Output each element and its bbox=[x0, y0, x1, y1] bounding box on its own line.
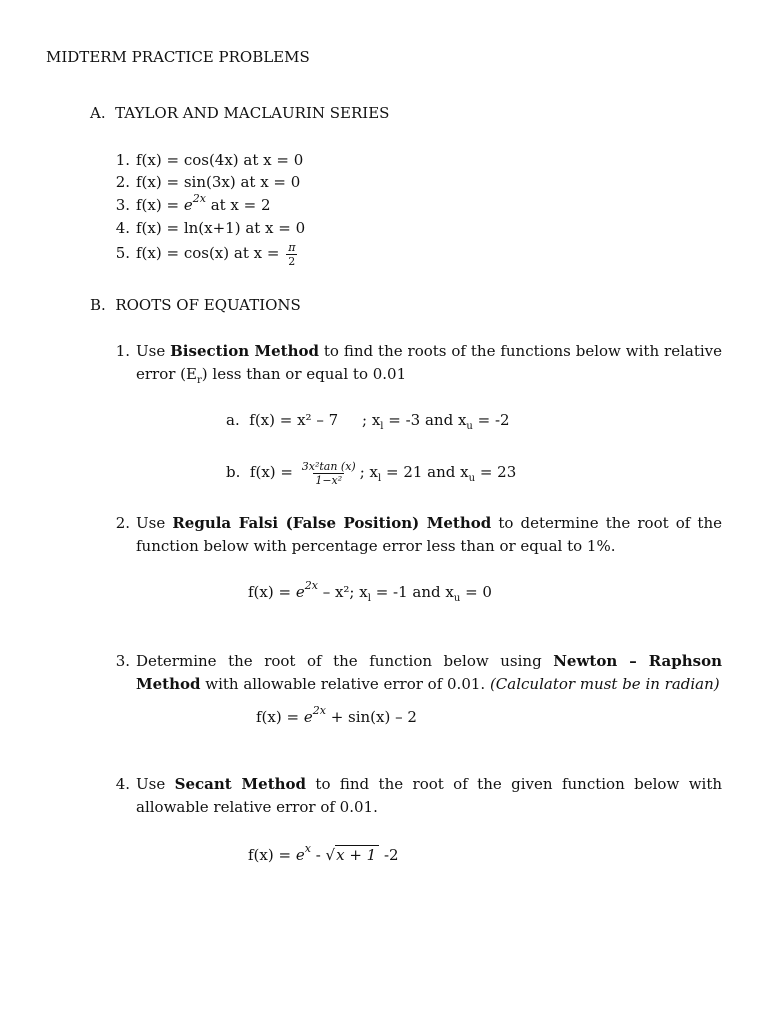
item-number: 5. bbox=[115, 244, 130, 262]
problem-number: 3. bbox=[115, 652, 130, 670]
problem-2-text bbox=[136, 512, 722, 558]
subscript: u bbox=[466, 421, 473, 432]
section-a-title: TAYLOR AND MACLAURIN SERIES bbox=[115, 104, 390, 122]
method-name: Regula Falsi (False Position) Method bbox=[172, 514, 492, 532]
exponent: 2x bbox=[192, 192, 206, 205]
text: = 0 bbox=[460, 583, 492, 601]
text: Use bbox=[136, 514, 173, 532]
section-b-title: ROOTS OF EQUATIONS bbox=[115, 296, 301, 314]
list-item bbox=[108, 238, 299, 268]
item-text: f(x) = sin(3x) at x = 0 bbox=[136, 173, 301, 191]
item-number: 4. bbox=[115, 219, 130, 237]
subscript: l bbox=[367, 593, 371, 604]
text: = -1 and x bbox=[370, 583, 454, 601]
item-text-pre: f(x) = bbox=[136, 196, 184, 214]
text: with allowable relative error of 0.01. bbox=[200, 675, 490, 693]
fraction bbox=[300, 460, 358, 487]
equation-3 bbox=[256, 704, 417, 727]
page-title: MIDTERM PRACTICE PROBLEMS bbox=[46, 48, 310, 66]
interval-a bbox=[362, 410, 510, 430]
section-a-heading bbox=[90, 103, 389, 123]
fraction-numerator: 3x²tan (x) bbox=[301, 459, 356, 473]
method-name: Bisection Method bbox=[170, 342, 319, 360]
exp-base: e bbox=[295, 846, 305, 864]
text: = -3 and x bbox=[383, 411, 467, 429]
section-b-heading bbox=[90, 295, 301, 315]
item-number: 2. bbox=[115, 173, 130, 191]
problem-number: 2. bbox=[115, 514, 130, 532]
section-a-letter: A. bbox=[90, 104, 106, 122]
list-item bbox=[108, 150, 303, 170]
subscript: l bbox=[380, 421, 384, 432]
text: = 21 and x bbox=[381, 463, 469, 481]
text: + sin(x) – 2 bbox=[325, 708, 417, 726]
equation-2 bbox=[248, 579, 492, 604]
fraction bbox=[286, 241, 297, 268]
equation: f(x) = bbox=[249, 463, 293, 481]
problem-number: 1. bbox=[115, 342, 130, 360]
text: ; x bbox=[359, 463, 379, 481]
exp-base: e bbox=[303, 708, 313, 726]
method-name: Secant Method bbox=[174, 775, 307, 793]
exponent: 2x bbox=[312, 704, 326, 717]
problem-1-text bbox=[136, 340, 722, 386]
text: ) less than or equal to 0.01 bbox=[201, 365, 407, 383]
text: -2 bbox=[379, 846, 399, 864]
text: Determine the root of the function below using bbox=[136, 652, 554, 670]
subscript: u bbox=[468, 473, 476, 484]
text: to find the root of the given function below with allowable relative error of 0.01. bbox=[136, 775, 723, 816]
fraction-numerator: π bbox=[288, 240, 296, 254]
subscript: u bbox=[453, 593, 461, 604]
section-b-letter: B. bbox=[90, 296, 106, 314]
text: – x²; x bbox=[317, 583, 368, 601]
text: to determine the root of the function below with percentage error less than or equal to 1%. bbox=[136, 514, 722, 555]
text: = -2 bbox=[472, 411, 510, 429]
radicand: x + 1 bbox=[335, 845, 379, 864]
note: (Calculator must be in radian) bbox=[489, 675, 720, 693]
sub-label: b. bbox=[226, 463, 241, 481]
list-item bbox=[108, 172, 300, 192]
sub-item-b bbox=[226, 454, 516, 490]
text: Use bbox=[136, 775, 175, 793]
subscript: l bbox=[378, 473, 382, 484]
text: f(x) = bbox=[248, 846, 296, 864]
item-text: f(x) = cos(4x) at x = 0 bbox=[136, 151, 304, 169]
text: to find the roots of the functions below with relative error (E bbox=[136, 342, 722, 383]
method-name: Newton – Raphson Method bbox=[136, 652, 722, 693]
exponent: 2x bbox=[304, 579, 318, 592]
text: - √ bbox=[310, 846, 336, 864]
list-item bbox=[108, 218, 305, 238]
sub-label: a. bbox=[226, 411, 240, 429]
text: Use bbox=[136, 342, 171, 360]
fraction-denominator: 2 bbox=[288, 254, 296, 268]
exp-base: e bbox=[295, 583, 305, 601]
item-number: 1. bbox=[115, 151, 130, 169]
item-text-pre: f(x) = cos(x) at x = bbox=[136, 244, 285, 262]
fraction-denominator: 1−x² bbox=[315, 473, 343, 487]
subscript: r bbox=[197, 375, 202, 386]
text: = 23 bbox=[475, 463, 517, 481]
problem-number: 4. bbox=[115, 775, 130, 793]
text: ; x bbox=[362, 411, 381, 429]
text: f(x) = bbox=[256, 708, 304, 726]
exponent: x bbox=[304, 842, 311, 855]
item-text-post: at x = 2 bbox=[205, 196, 271, 214]
problem-3-text bbox=[136, 650, 722, 696]
exp-base: e bbox=[183, 196, 193, 214]
list-item bbox=[108, 192, 271, 215]
equation-4 bbox=[248, 842, 399, 865]
equation: f(x) = x² – 7 bbox=[249, 411, 339, 429]
sub-item-a bbox=[226, 410, 338, 430]
problem-4-text bbox=[136, 773, 722, 819]
text: f(x) = bbox=[248, 583, 296, 601]
item-number: 3. bbox=[115, 196, 130, 214]
item-text: f(x) = ln(x+1) at x = 0 bbox=[136, 219, 306, 237]
